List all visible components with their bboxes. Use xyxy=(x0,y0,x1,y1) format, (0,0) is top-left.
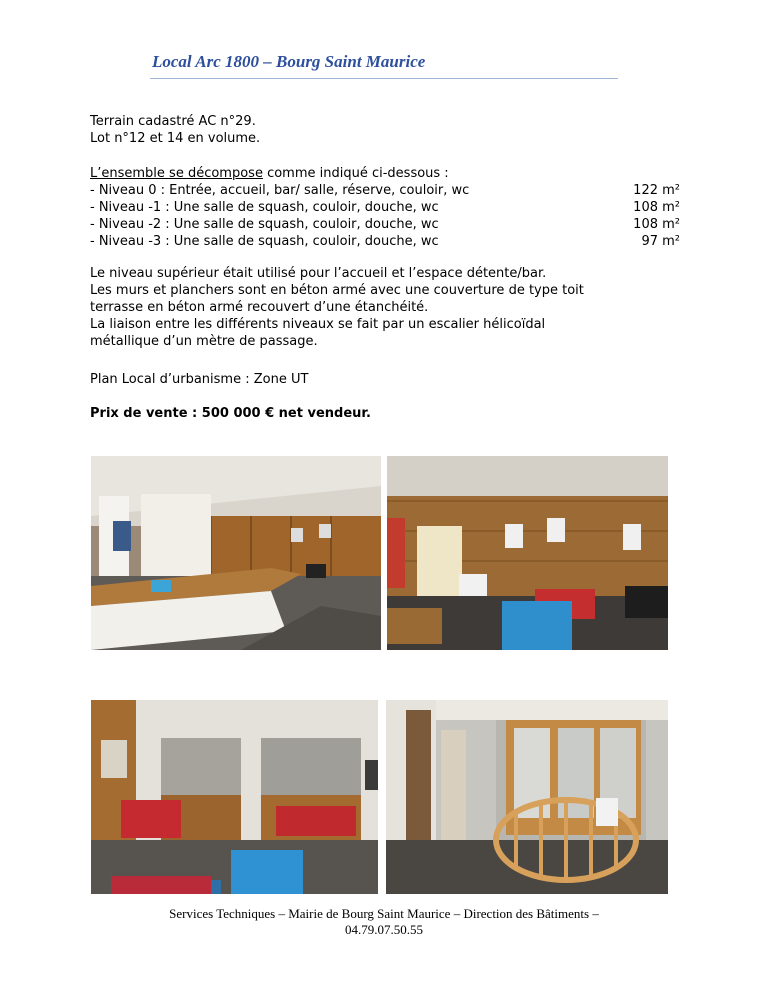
description-line: La liaison entre les différents niveaux se fait par un escalier hélicoïdal xyxy=(90,317,546,332)
level-label: - Niveau -1 : Une salle de squash, couloir, douche, wc xyxy=(90,200,439,215)
price-line: Prix de vente : 500 000 € net vendeur. xyxy=(90,406,371,421)
level-area: 108 m² xyxy=(633,217,680,232)
photo-staircase-image xyxy=(386,700,668,894)
level-area: 122 m² xyxy=(633,183,680,198)
level-row xyxy=(90,199,680,216)
photo-staircase xyxy=(386,700,668,894)
photo-bar-area xyxy=(91,456,381,650)
description-line: Le niveau supérieur était utilisé pour l’accueil et l’espace détente/bar. xyxy=(90,266,547,281)
level-label: - Niveau 0 : Entrée, accueil, bar/ salle, réserve, couloir, wc xyxy=(90,183,470,198)
level-label: - Niveau -3 : Une salle de squash, couloir, douche, wc xyxy=(90,234,439,249)
description-line: terrasse en béton armé recouvert d’une étanchéité. xyxy=(90,300,429,315)
photo-lounge xyxy=(387,456,668,650)
photo-bar-area-image xyxy=(91,456,381,650)
header-rule xyxy=(150,78,618,79)
footer-line: Services Techniques – Mairie de Bourg Saint Maurice – Direction des Bâtiments – xyxy=(169,906,599,921)
lot-line: Lot n°12 et 14 en volume. xyxy=(90,131,261,146)
document-header: Local Arc 1800 – Bourg Saint Maurice xyxy=(152,52,426,71)
composition-block xyxy=(90,165,680,250)
document-footer xyxy=(100,906,668,938)
intro-rest: comme indiqué ci-dessous : xyxy=(262,166,449,181)
description-line: métallique d’un mètre de passage. xyxy=(90,334,318,349)
composition-intro xyxy=(90,165,680,182)
cadastre-block xyxy=(90,113,680,147)
level-row xyxy=(90,216,680,233)
level-label: - Niveau -2 : Une salle de squash, couloir, douche, wc xyxy=(90,217,439,232)
intro-underlined: L’ensemble se décompose xyxy=(90,166,263,181)
photo-room-image xyxy=(91,700,378,894)
level-row xyxy=(90,182,680,199)
level-area: 108 m² xyxy=(633,200,680,215)
plu-line: Plan Local d’urbanisme : Zone UT xyxy=(90,372,309,387)
level-row xyxy=(90,233,680,250)
photo-lounge-image xyxy=(387,456,668,650)
cadastre-line: Terrain cadastré AC n°29. xyxy=(90,114,256,129)
description-block xyxy=(90,265,680,350)
description-line: Les murs et planchers sont en béton armé avec une couverture de type toit xyxy=(90,283,584,298)
level-area: 97 m² xyxy=(641,234,680,249)
photo-room xyxy=(91,700,378,894)
footer-phone: 04.79.07.50.55 xyxy=(345,922,423,937)
